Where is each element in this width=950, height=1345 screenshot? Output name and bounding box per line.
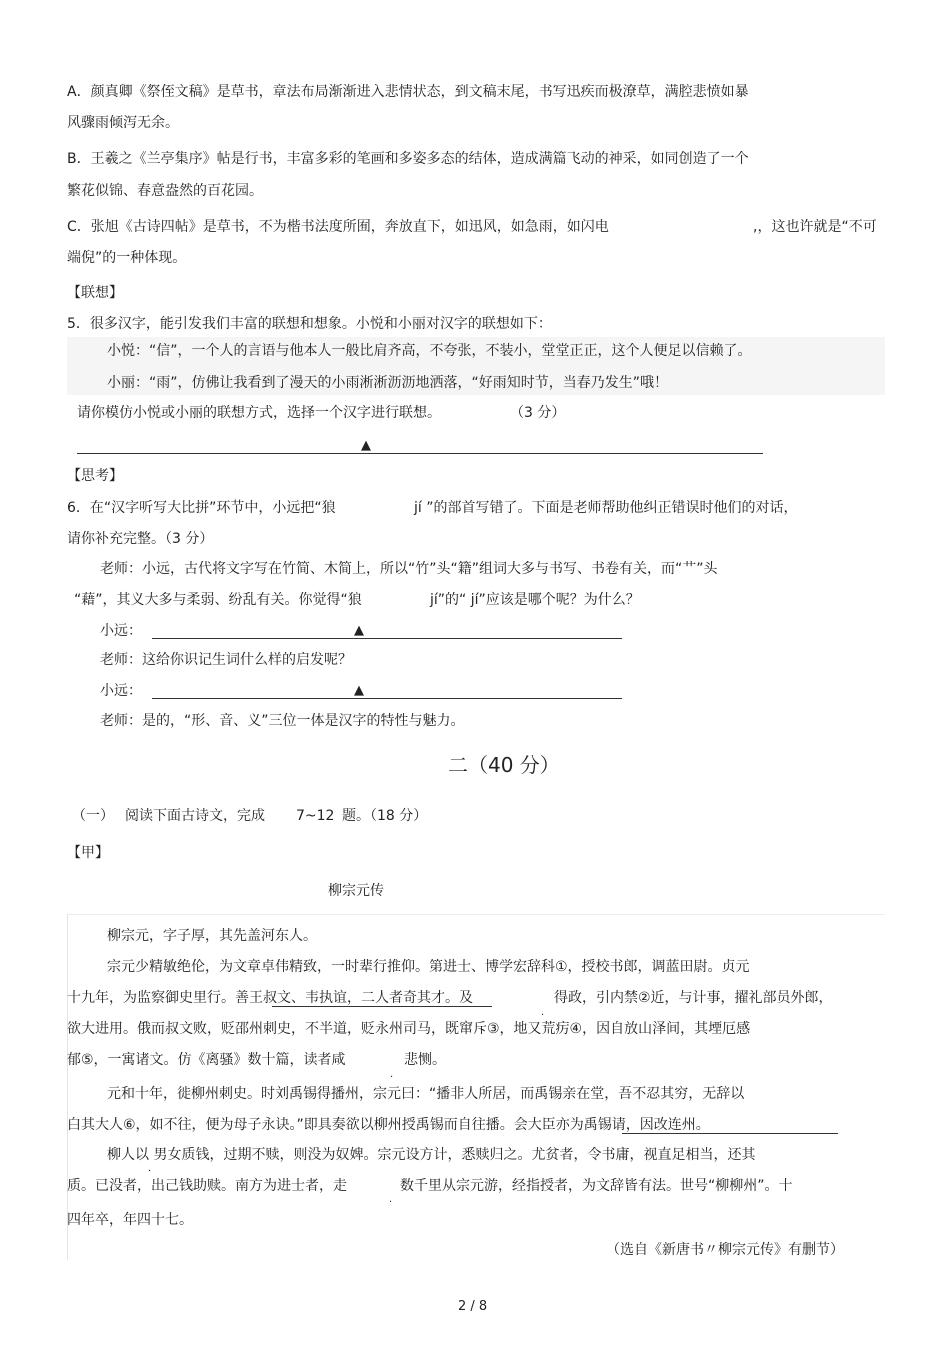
option-b-line2: 繁花似锦、春意盎然的百花园。 <box>67 183 263 199</box>
q5-prompt: 请你模仿小悦或小丽的联想方式，选择一个汉字进行联想。 <box>77 405 441 421</box>
passage-p2-line4b: 悲恻。 <box>404 1052 446 1068</box>
passage-left-rule <box>67 914 68 1260</box>
q6-xiaoyuan1-label: 小远： <box>100 623 142 639</box>
passage-top-rule <box>67 914 885 915</box>
q5-score: （3 分） <box>510 405 566 421</box>
section-lianxiang: 【联想】 <box>67 285 123 301</box>
sub1-text-c: 题。（18 分） <box>342 808 428 824</box>
passage-p2-line4a: 郁⑤，一寓诸文。仿《离骚》数十篇，读者咸 <box>67 1052 346 1068</box>
page-number: 2 / 8 <box>458 1299 488 1314</box>
passage-p4-line1: 柳人以 男女质钱，过期不赎，则没为奴婢。宗元设方计，悉赎归之。尤贫者，令书庸，视直足相当，还其 <box>107 1147 756 1163</box>
section-sikao: 【思考】 <box>67 468 123 484</box>
q6-stem-a: 6．在“汉字听写大比拼”环节中，小远把“狼 <box>67 500 336 516</box>
passage-p4-line2a: 质。已没者，出己钱助赎。南方为进士者，走 <box>67 1178 347 1194</box>
emphasis-dot-1: . <box>541 1007 545 1018</box>
q6-stem-b: jí ”的部首写错了。下面是老师帮助他纠正错误时他们的对话， <box>414 500 798 516</box>
option-a-line2: 风骤雨倾泻无余。 <box>67 115 179 131</box>
q6-answer-line-1[interactable] <box>152 638 622 639</box>
option-c-line1b: ,，这也许就是“不可 <box>753 219 877 235</box>
q6-teacher1: 老师：小远，古代将文字写在竹简、木简上，所以“竹”头“籍”组词大多与书写、书卷有关，而“艹”头 <box>100 561 718 577</box>
q5-stem: 5．很多汉字，能引发我们丰富的联想和想象。小悦和小丽对汉字的联想如下： <box>67 316 552 332</box>
option-c-line1a: C．张旭《古诗四帖》是草书，不为楷书法度所囿，奔放直下，如迅风，如急雨，如闪电 <box>67 219 609 235</box>
passage-source: （选自《新唐书〃柳宗元传》有删节） <box>606 1242 844 1258</box>
q6-teacher1b-b: jí”的“ jí”应该是哪个呢？为什么？ <box>430 592 640 608</box>
passage-title: 柳宗元传 <box>328 883 384 899</box>
passage-p3-line1: 元和十年，徙柳州刺史。时刘禹锡得播州，宗元曰：“播非人所居，而禹锡亲在堂，吾不忍其穷，无辞以 <box>107 1086 745 1102</box>
passage-p1: 柳宗元，字子厚，其先盖河东人。 <box>107 928 317 944</box>
option-b-line1: B．王羲之《兰亭集序》帖是行书，丰富多彩的笔画和多姿多态的结体，造成满篇飞动的神采，如同创造了一个 <box>67 151 749 167</box>
emphasis-dot-2: . <box>390 1069 394 1080</box>
passage-p4-line2b: 数千里从宗元游，经指授者，为文辞皆有法。世号“柳柳州”。十 <box>400 1178 793 1194</box>
sub1-text-b: 7~12 <box>296 808 335 824</box>
passage-p4-line3: 四年卒，年四十七。 <box>67 1212 193 1228</box>
passage-p3-line2: 白其大人⑥，如不往，便为母子永诀。”即具奏欲以柳州授禹锡而自往播。会大臣亦为禹锡请，因改连州。 <box>67 1117 710 1133</box>
sub1-text-a: 阅读下面古诗文，完成 <box>125 808 265 824</box>
q5-answer-marker: ▲ <box>361 438 371 453</box>
q5-xiaoyue: 小悦：“信”，一个人的言语与他本人一般比肩齐高，不夸张，不装小，堂堂正正，这个人便足以信赖了。 <box>107 343 752 359</box>
q5-xiaoli: 小丽：“雨”，仿佛让我看到了漫天的小雨淅淅沥沥地洒落，“好雨知时节，当春乃发生”哦！ <box>107 375 669 391</box>
q5-answer-line[interactable] <box>77 453 763 454</box>
q6-answer-marker-1: ▲ <box>354 623 364 638</box>
passage-p2-line2b: 得政，引内禁②近，与计事，擢礼部员外郎， <box>554 990 833 1006</box>
q6-xiaoyuan2-label: 小远： <box>100 683 142 699</box>
q6-teacher2: 老师：这给你识记生词什么样的启发呢？ <box>100 652 352 668</box>
q6-stem-line2: 请你补充完整。（3 分） <box>67 531 214 547</box>
passage-p2-line1: 宗元少精敏绝伦，为文章卓伟精致，一时辈行推仰。第进士、博学宏辞科①，授校书郎，调蓝田尉。贞元 <box>107 959 750 975</box>
option-c-line2: 端倪”的一种体现。 <box>67 250 187 266</box>
passage-p2-line2a: 十九年，为监察御史里行。善王叔文、韦执谊，二人者奇其才。及 <box>67 990 473 1006</box>
option-a-line1: A．颜真卿《祭侄文稿》是草书，章法布局渐渐进入悲情状态，到文稿末尾，书写迅疾而极潦草，满腔悲愤如暴 <box>67 84 749 100</box>
jia-label: 【甲】 <box>67 845 109 861</box>
emphasis-dot-4: . <box>389 1194 393 1205</box>
part2-title: 二（40 分） <box>448 753 560 777</box>
sub1-label: （一） <box>72 808 114 824</box>
passage-p2-line3: 欲大进用。俄而叔文败，贬邵州刺史，不半道，贬永州司马，既窜斥③，地又荒疠④，因自放山泽间，其堙厄感 <box>67 1021 751 1037</box>
q6-answer-line-2[interactable] <box>152 698 622 699</box>
emphasis-dot-3: . <box>148 1163 152 1174</box>
passage-underline-1 <box>272 1006 492 1007</box>
passage-underline-2 <box>622 1133 838 1134</box>
q6-answer-marker-2: ▲ <box>354 683 364 698</box>
q6-teacher1b-a: “藉”，其义大多与柔弱、纷乱有关。你觉得“狼 <box>74 592 362 608</box>
q6-teacher3: 老师：是的，“形、音、义”三位一体是汉字的特性与魅力。 <box>100 713 465 729</box>
